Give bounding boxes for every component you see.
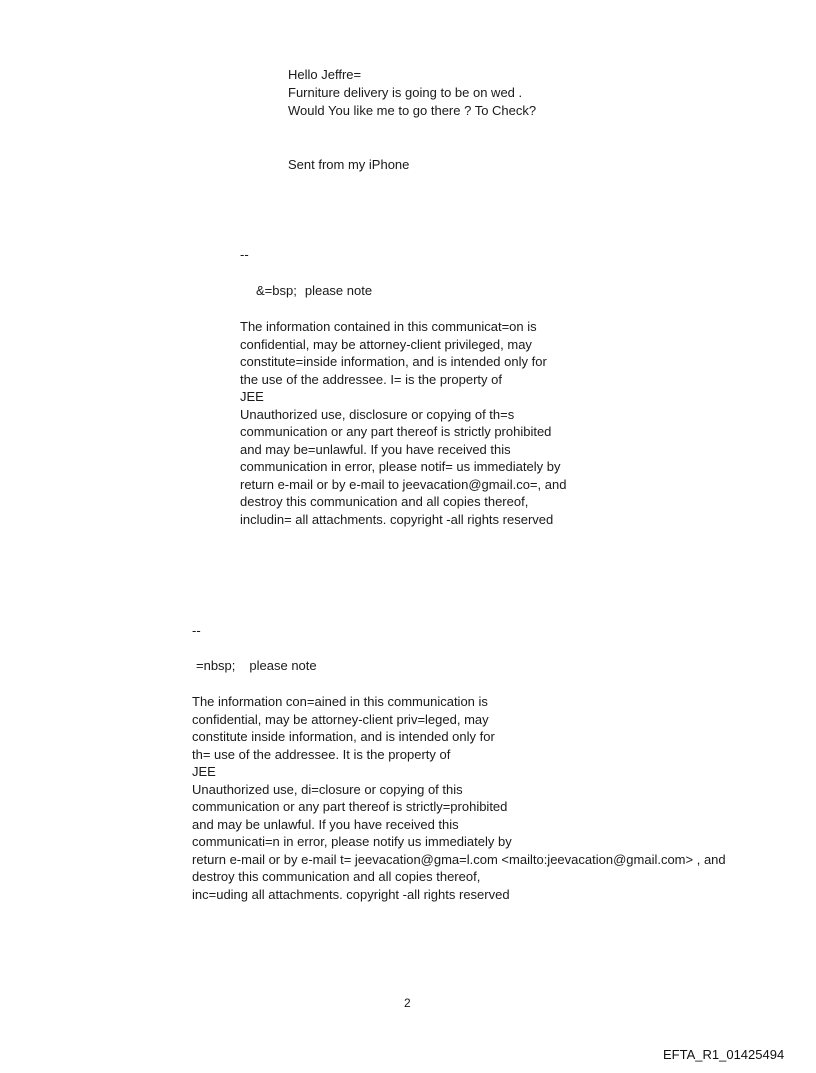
disclaimer-line: constitute=inside information, and is intended only for: [240, 354, 547, 369]
disclaimer-line: destroy this communication and all copies thereof,: [240, 494, 529, 509]
separator-2: --: [192, 623, 201, 638]
note-prefix-1: &=bsp;: [256, 283, 297, 298]
disclaimer-line: th= use of the addressee. It is the property of: [192, 746, 451, 762]
email-line-3: Would You like me to go there ? To Check?: [288, 103, 537, 118]
disclaimer-line: Unauthorized use, di=closure or copying of this: [192, 781, 463, 797]
disclaimer-line: the use of the addressee. I= is the property of: [240, 371, 502, 387]
note-label-2: please note: [249, 658, 317, 673]
disclaimer-line: includin= all attachments. copyright -all rights reserved: [240, 511, 554, 527]
disclaimer-line: destroy this communication and all copies thereof,: [192, 869, 481, 884]
email-line-2: Furniture delivery is going to be on wed .: [288, 85, 523, 100]
disclaimer-line: communication or any part thereof is strictly=prohibited: [192, 799, 508, 814]
email-greeting: Hello Jeffre=: [288, 67, 362, 82]
disclaimer-line: JEE: [240, 389, 264, 404]
disclaimer-line: return e-mail or by e-mail to jeevacation@gmail.co=, and: [240, 476, 567, 492]
note-prefix-2: =nbsp;: [196, 658, 236, 673]
disclaimer-line: return e-mail or by e-mail t= jeevacation@gma=l.com <mailto:jeevacation@gmail.com> , and: [192, 851, 726, 867]
disclaimer-line: constitute inside information, and is intended only for: [192, 729, 495, 744]
note-heading-1: [256, 282, 372, 300]
note-heading-2: [196, 657, 317, 675]
separator-1: --: [240, 247, 249, 262]
disclaimer-line: and may be=unlawful. If you have received this: [240, 441, 511, 457]
note-label-1: please note: [304, 283, 373, 298]
disclaimer-line: confidential, may be attorney-client privileged, may: [240, 336, 532, 352]
document-id: EFTA_R1_01425494: [663, 1047, 785, 1062]
disclaimer-line: The information con=ained in this communication is: [192, 694, 488, 709]
disclaimer-line: communicati=n in error, please notify us immediately by: [192, 834, 512, 849]
disclaimer-line: communication or any part thereof is strictly prohibited: [240, 424, 552, 439]
disclaimer-line: inc=uding all attachments. copyright -all rights reserved: [192, 886, 510, 902]
email-signature: Sent from my iPhone: [288, 157, 410, 172]
disclaimer-line: JEE: [192, 764, 216, 779]
disclaimer-line: Unauthorized use, disclosure or copying of th=s: [240, 406, 515, 422]
disclaimer-line: and may be unlawful. If you have received this: [192, 816, 459, 832]
page-number: 2: [404, 996, 411, 1010]
disclaimer-line: confidential, may be attorney-client priv=leged, may: [192, 711, 489, 727]
disclaimer-line: The information contained in this communicat=on is: [240, 319, 537, 334]
disclaimer-line: communication in error, please notif= us immediately by: [240, 459, 561, 474]
